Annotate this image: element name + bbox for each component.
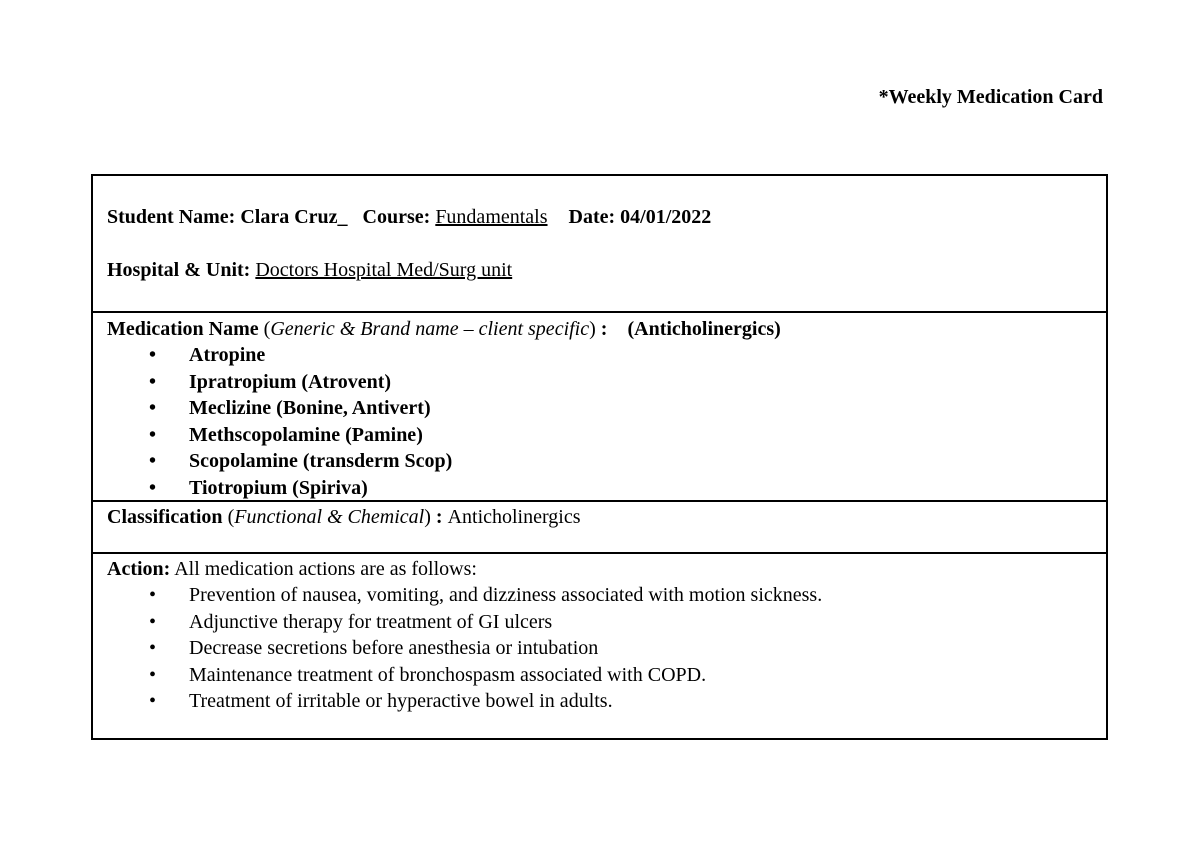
- medication-card: [91, 174, 1108, 740]
- action-list: [107, 582, 1106, 715]
- bullet-icon: •: [149, 370, 157, 393]
- list-item: • Prevention of nausea, vomiting, and dizziness associated with motion sickness.: [107, 582, 1106, 609]
- list-item: • Maintenance treatment of bronchospasm associated with COPD.: [107, 662, 1106, 689]
- hospital-unit-label: Hospital & Unit:: [107, 259, 251, 281]
- action-label: Action:: [107, 558, 171, 580]
- classification-section: [93, 500, 1106, 552]
- list-item: • Tiotropium (Spiriva): [107, 475, 1106, 502]
- classification-line: Classification (Functional & Chemical) : Anticholinergics: [107, 506, 581, 528]
- student-info-section: [93, 176, 1106, 311]
- bullet-icon: •: [149, 690, 157, 712]
- student-course-date-line: [107, 206, 1106, 228]
- hospital-unit-line: [107, 259, 1106, 281]
- list-item: • Scopolamine (transderm Scop): [107, 448, 1106, 475]
- classification-qualifier: Functional & Chemical: [234, 506, 425, 528]
- course-value: Fundamentals: [435, 206, 548, 228]
- date-label: Date:: [568, 206, 616, 228]
- list-item: • Adjunctive therapy for treatment of GI ulcers: [107, 609, 1106, 636]
- bullet-icon: •: [149, 423, 157, 446]
- bullet-icon: •: [149, 476, 157, 499]
- bullet-icon: •: [149, 637, 157, 659]
- bullet-icon: •: [149, 663, 157, 686]
- student-name-value: Clara Cruz_: [240, 206, 348, 228]
- medication-name-heading: Medication Name (Generic & Brand name – client specific) : (Anticholinergics): [107, 318, 781, 340]
- bullet-icon: •: [149, 610, 157, 633]
- bullet-icon: •: [149, 450, 157, 472]
- classification-value: Anticholinergics: [447, 506, 581, 528]
- list-item: • Meclizine (Bonine, Antivert): [107, 395, 1106, 422]
- list-item: • Atropine: [107, 342, 1106, 369]
- list-item: • Decrease secretions before anesthesia or intubation: [107, 635, 1106, 662]
- action-intro: All medication actions are as follows:: [174, 558, 477, 580]
- action-heading: [107, 556, 1106, 582]
- list-item: • Treatment of irritable or hyperactive bowel in adults.: [107, 688, 1106, 715]
- bullet-icon: •: [149, 344, 157, 366]
- bullet-icon: •: [149, 397, 157, 419]
- bullet-icon: •: [149, 584, 157, 606]
- medication-name-label: Medication Name: [107, 318, 259, 340]
- student-name-label: Student Name:: [107, 206, 236, 228]
- medication-list: [107, 342, 1106, 501]
- classification-label: Classification: [107, 506, 223, 528]
- list-item: • Methscopolamine (Pamine): [107, 422, 1106, 449]
- action-section: [93, 552, 1106, 738]
- medication-name-section: [93, 311, 1106, 500]
- document-title: *Weekly Medication Card: [878, 86, 1103, 108]
- hospital-unit-value: Doctors Hospital Med/Surg unit: [255, 259, 513, 281]
- course-label: Course:: [362, 206, 431, 228]
- medication-group: (Anticholinergics): [627, 318, 781, 340]
- list-item: • Ipratropium (Atrovent): [107, 369, 1106, 396]
- date-value: 04/01/2022: [620, 206, 712, 228]
- medication-name-qualifier: Generic & Brand name – client specific: [270, 318, 590, 340]
